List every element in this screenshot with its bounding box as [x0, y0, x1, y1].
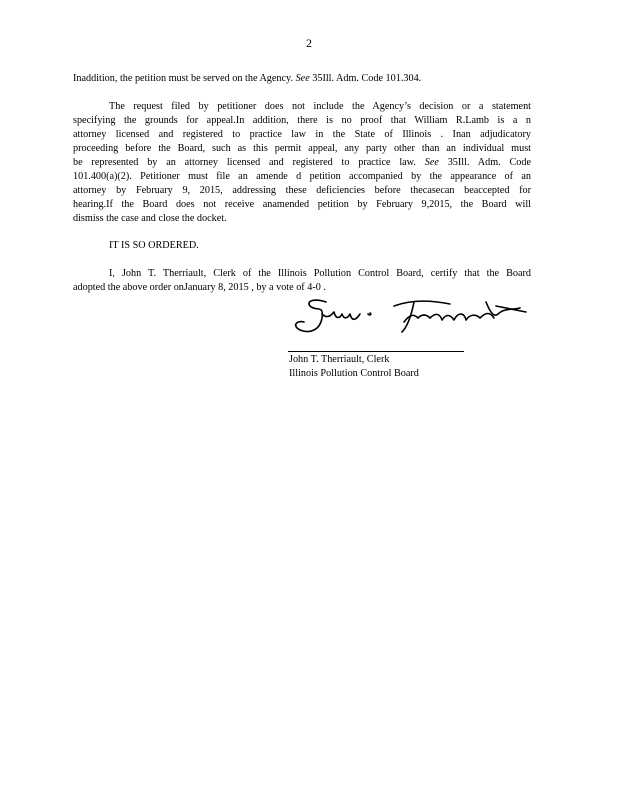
paragraph-deficiencies	[73, 100, 531, 226]
signatory-organization: Illinois Pollution Control Board	[289, 368, 419, 379]
ordered-statement	[73, 239, 531, 253]
text-line: hearing.If the Board does not receive anamended petition by February 9,2015, the Board will	[73, 199, 531, 210]
text-line: attorney by February 9, 2015, addressing these deficiencies before thecasecan beaccepted for	[73, 185, 531, 196]
text-line: 101.400(a)(2). Petitioner must file an amende d petition accompanied by the appearance of an	[73, 171, 531, 182]
page-number: 2	[306, 36, 312, 50]
handwritten-signature	[290, 292, 530, 342]
text-line: attorney licensed and registered to practice law in the State of Illinois . Inan adjudicatory	[73, 129, 531, 140]
text-line: proceeding before the Board, such as this permit appeal, any party other than an individual must	[73, 143, 531, 154]
text-line: The request filed by petitioner does not include the Agency’s decision or a statement	[109, 101, 531, 112]
signature-line	[288, 351, 464, 352]
text-line: Inaddition, the petition must be served on the Agency. See 35Ill. Adm. Code 101.304.	[73, 73, 422, 84]
paragraph-service	[73, 72, 531, 86]
text-line: adopted the above order onJanuary 8, 2015 , by a vote of 4-0 .	[73, 282, 326, 293]
text-line: specifying the grounds for appeal.In addition, there is no proof that William R.Lamb is a n	[73, 115, 531, 126]
signatory-name: John T. Therriault, Clerk	[289, 354, 390, 365]
text-line: IT IS SO ORDERED.	[109, 240, 199, 251]
paragraph-certification	[73, 267, 531, 295]
text-line: dismiss the case and close the docket.	[73, 213, 227, 224]
text-line: I, John T. Therriault, Clerk of the Illinois Pollution Control Board, certify that the Board	[109, 268, 531, 279]
text-line: be represented by an attorney licensed and registered to practice law. See 35Ill. Adm. Code	[73, 157, 531, 168]
